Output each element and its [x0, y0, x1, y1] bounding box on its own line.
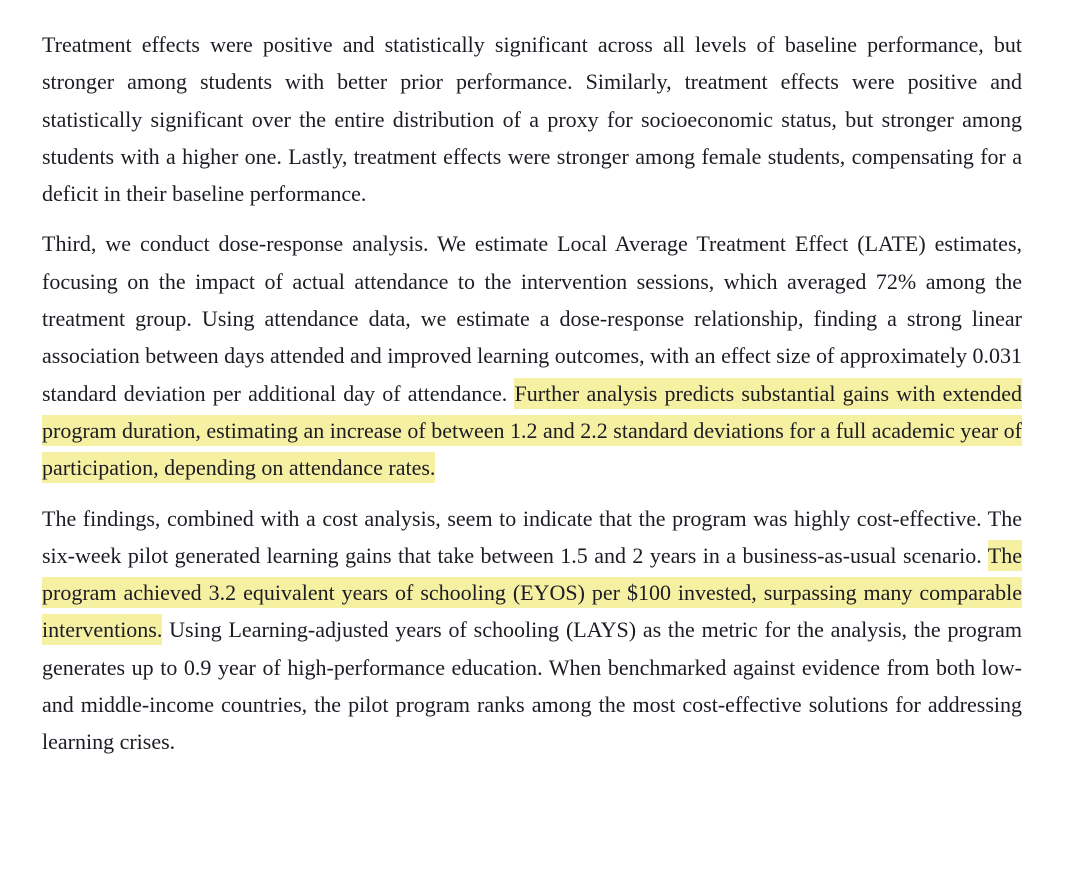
text-segment: The findings, combined with a cost analysis, seem to indicate that the program was highly cost-effective. The six-week pilot generated learning gains that take between 1.5 and 2 years in a business-as-usual scenario. [42, 505, 1022, 568]
paragraph [42, 26, 1022, 212]
text-segment: Third, we conduct dose-response analysis. We estimate Local Average Treatment Effect (LATE) estimates, focusing on the impact of actual attendance to the intervention sessions, which averaged 72% among the treatment group. Using attendance data, we estimate a dose-response relationship, finding a strong linear association between days attended and improved learning outcomes, with an effect size of approximately 0.031 standard deviation per additional day of attendance. [42, 231, 1022, 406]
highlighted-text-segment: The program achieved 3.2 equivalent years of schooling (EYOS) per $100 invested, surpassing many comparable interventions. [42, 540, 1022, 646]
paragraph [42, 500, 1022, 761]
paragraph [42, 225, 1022, 486]
text-segment: Using Learning-adjusted years of schooling (LAYS) as the metric for the analysis, the program generates up to 0.9 year of high-performance education. When benchmarked against evidence from both low- and middle-income countries, the pilot program ranks among the most cost-effective solutions for addressing learning crises. [42, 617, 1022, 755]
text-segment: Treatment effects were positive and statistically significant across all levels of baseline performance, but stronger among students with better prior performance. Similarly, treatment effects were positive and statistically significant over the entire distribution of a proxy for socioeconomic status, but stronger among students with a higher one. Lastly, treatment effects were stronger among female students, compensating for a deficit in their baseline performance. [42, 32, 1022, 207]
highlighted-text-segment: Further analysis predicts substantial gains with extended program duration, estimating an increase of between 1.2 and 2.2 standard deviations for a full academic year of participation, depending on attendance rates. [42, 378, 1022, 484]
